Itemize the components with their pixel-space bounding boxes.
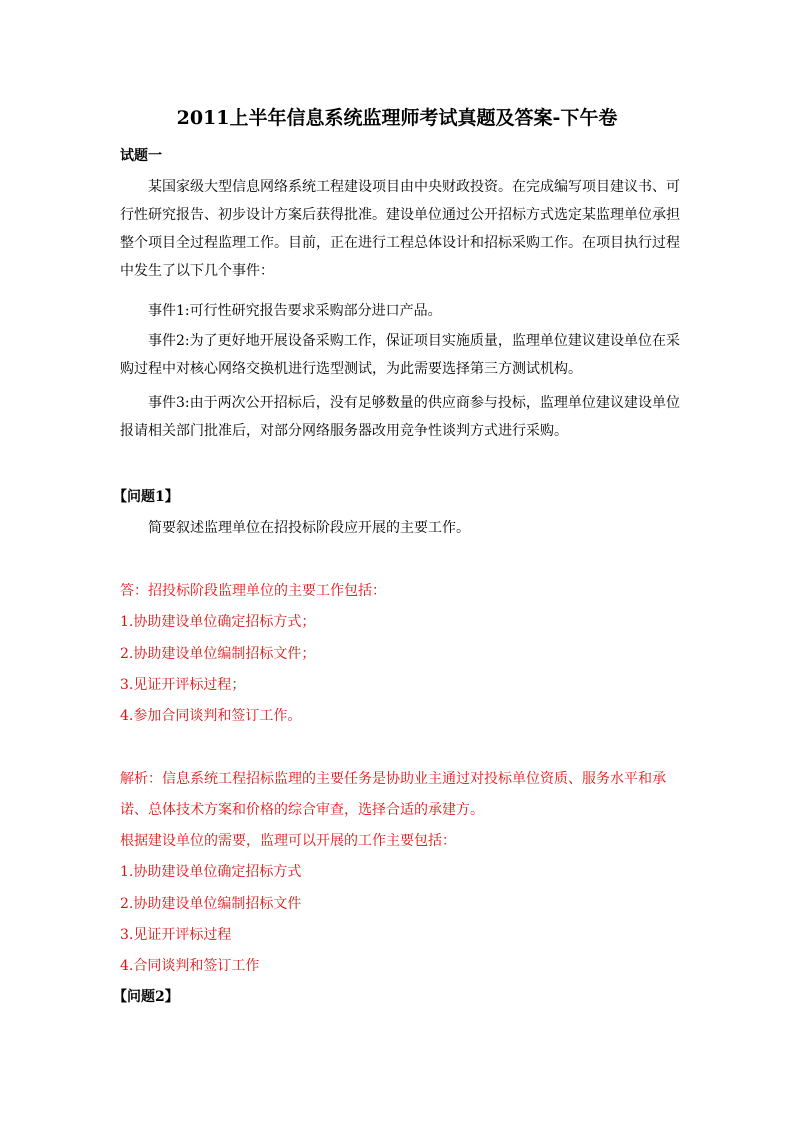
answer-item-1: 1.协助建设单位确定招标方式； xyxy=(120,614,316,630)
analysis-line-2: 诺、总体技术方案和价格的综合审查，选择合适的承建方。 xyxy=(120,802,484,818)
document-title: 2011上半年信息系统监理师考试真题及答案-下午卷 xyxy=(176,107,618,129)
analysis-item-4: 4.合同谈判和签订工作 xyxy=(120,958,260,974)
section-heading: 试题一 xyxy=(120,148,162,164)
event-1: 事件1:可行性研究报告要求采购部分进口产品。 xyxy=(148,303,442,319)
event-2: 事件2:为了更好地开展设备采购工作，保证项目实施质量，监理单位建议建设单位在采购过程中对核心网络交换机进行选型测试，为此需要选择第三方测试机构。 xyxy=(120,333,680,377)
answer-item-3: 3.见证开评标过程； xyxy=(120,677,246,693)
answer-lead: 答：招投标阶段监理单位的主要工作包括： xyxy=(120,583,386,599)
event-3: 事件3:由于两次公开招标后，没有足够数量的供应商参与投标，监理单位建议建设单位报请相关部门批准后，对部分网络服务器改用竞争性谈判方式进行采购。 xyxy=(120,395,680,439)
analysis-line-3: 根据建设单位的需要，监理可以开展的工作主要包括： xyxy=(120,833,456,849)
question-2-label: 【问题2】 xyxy=(113,989,179,1005)
intro-paragraph: 某国家级大型信息网络系统工程建设项目由中央财政投资。在完成编写项目建议书、可行性研究报告、初步设计方案后获得批准。建设单位通过公开招标方式选定某监理单位承担整个项目全过程监理工作。目前，正在进行工程总体设计和招标采购工作。在项目执行过程中发生了以下几个事件： xyxy=(120,179,680,279)
question-1-label: 【问题1】 xyxy=(113,489,179,505)
answer-item-2: 2.协助建设单位编制招标文件； xyxy=(120,646,316,662)
analysis-item-3: 3.见证开评标过程 xyxy=(120,927,232,943)
analysis-item-2: 2.协助建设单位编制招标文件 xyxy=(120,896,302,912)
analysis-item-1: 1.协助建设单位确定招标方式 xyxy=(120,864,302,880)
answer-item-4: 4.参加合同谈判和签订工作。 xyxy=(120,708,302,724)
analysis-line-1: 解析：信息系统工程招标监理的主要任务是协助业主通过对投标单位资质、服务水平和承 xyxy=(120,771,666,787)
question-1-text: 简要叙述监理单位在招投标阶段应开展的主要工作。 xyxy=(148,520,470,536)
